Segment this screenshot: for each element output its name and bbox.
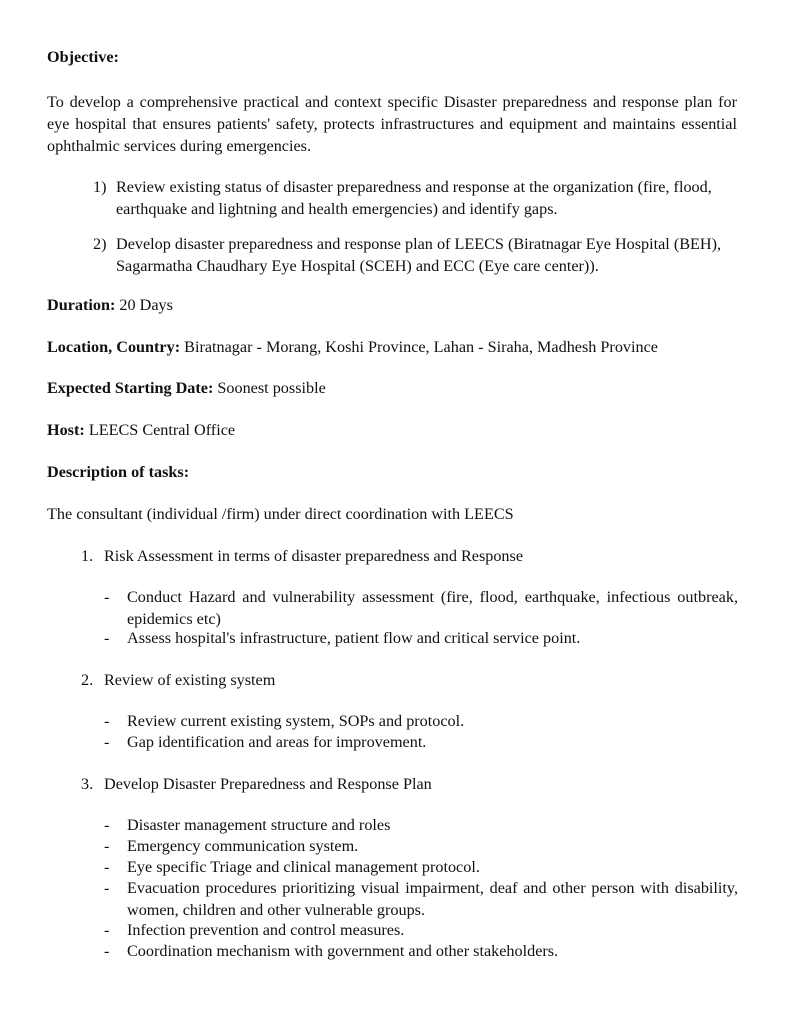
objective-heading: Objective: <box>47 48 119 66</box>
bullet-marker: - <box>104 921 110 939</box>
bullet-text: Emergency communication system. <box>127 837 359 855</box>
bullet-marker: - <box>104 879 110 897</box>
bullet-text: Evacuation procedures prioritizing visual impairment, deaf and other person with disability, women, children and other vulnerable groups. <box>127 879 738 919</box>
bullet-marker: - <box>104 733 110 751</box>
task-section-2 <box>81 669 741 691</box>
tasks-heading: Description of tasks: <box>47 463 190 481</box>
task-section-1 <box>81 545 741 567</box>
location-label: Location, Country: <box>47 338 181 356</box>
task-3-bullet-2 <box>104 835 738 857</box>
item-marker: 2) <box>93 235 107 253</box>
host-value: LEECS Central Office <box>84 421 236 439</box>
task-3-bullet-4 <box>104 877 738 921</box>
objective-paragraph: To develop a comprehensive practical and context specific Disaster preparedness and response plan for eye hospital that ensures patients' safety, protects infrastructures and equipment and maintains essential ophthalmic services during emergencies. <box>47 93 737 155</box>
duration-value: 20 Days <box>115 296 173 314</box>
task-1-bullet-1 <box>104 586 738 630</box>
duration-label: Duration: <box>47 296 116 314</box>
bullet-text: Conduct Hazard and vulnerability assessment (fire, flood, earthquake, infectious outbreak, epidemics etc) <box>127 588 738 628</box>
objective-item-1 <box>93 176 738 220</box>
objective-item-2 <box>93 233 738 277</box>
start-date-value: Soonest possible <box>213 379 326 397</box>
section-title: Develop Disaster Preparedness and Response Plan <box>104 775 432 793</box>
host-label: Host: <box>47 421 85 439</box>
task-3-bullet-5 <box>104 919 738 941</box>
task-section-3 <box>81 773 741 795</box>
bullet-marker: - <box>104 588 110 606</box>
task-1-bullet-2 <box>104 627 738 649</box>
item-text: Review existing status of disaster preparedness and response at the organization (fire, flood, earthquake and lightning and health emergencies) and identify gaps. <box>116 178 712 218</box>
location-line <box>47 336 658 358</box>
start-date-label: Expected Starting Date: <box>47 379 214 397</box>
section-marker: 2. <box>81 671 94 689</box>
bullet-text: Gap identification and areas for improvement. <box>127 733 427 751</box>
task-2-bullet-2 <box>104 731 738 753</box>
start-date-line <box>47 377 326 399</box>
bullet-text: Coordination mechanism with government and other stakeholders. <box>127 942 559 960</box>
task-2-bullet-1 <box>104 710 738 732</box>
bullet-marker: - <box>104 837 110 855</box>
duration-line <box>47 294 173 316</box>
bullet-text: Infection prevention and control measures. <box>127 921 405 939</box>
section-title: Risk Assessment in terms of disaster preparedness and Response <box>104 547 524 565</box>
bullet-marker: - <box>104 712 110 730</box>
bullet-marker: - <box>104 816 110 834</box>
bullet-text: Assess hospital's infrastructure, patient flow and critical service point. <box>127 629 581 647</box>
item-marker: 1) <box>93 178 107 196</box>
item-text: Develop disaster preparedness and response plan of LEECS (Biratnagar Eye Hospital (BEH), Sagarmatha Chaudhary Eye Hospital (SCEH) and ECC (Eye care center)). <box>116 235 722 275</box>
location-value: Biratnagar - Morang, Koshi Province, Lahan - Siraha, Madhesh Province <box>180 338 658 356</box>
bullet-text: Disaster management structure and roles <box>127 816 391 834</box>
task-3-bullet-3 <box>104 856 738 878</box>
tasks-intro: The consultant (individual /firm) under direct coordination with LEECS <box>47 505 514 523</box>
bullet-text: Review current existing system, SOPs and protocol. <box>127 712 465 730</box>
section-marker: 3. <box>81 775 94 793</box>
section-marker: 1. <box>81 547 94 565</box>
bullet-marker: - <box>104 629 110 647</box>
section-title: Review of existing system <box>104 671 276 689</box>
host-line <box>47 419 235 441</box>
bullet-text: Eye specific Triage and clinical management protocol. <box>127 858 480 876</box>
task-3-bullet-6 <box>104 940 738 962</box>
task-3-bullet-1 <box>104 814 738 836</box>
bullet-marker: - <box>104 858 110 876</box>
bullet-marker: - <box>104 942 110 960</box>
